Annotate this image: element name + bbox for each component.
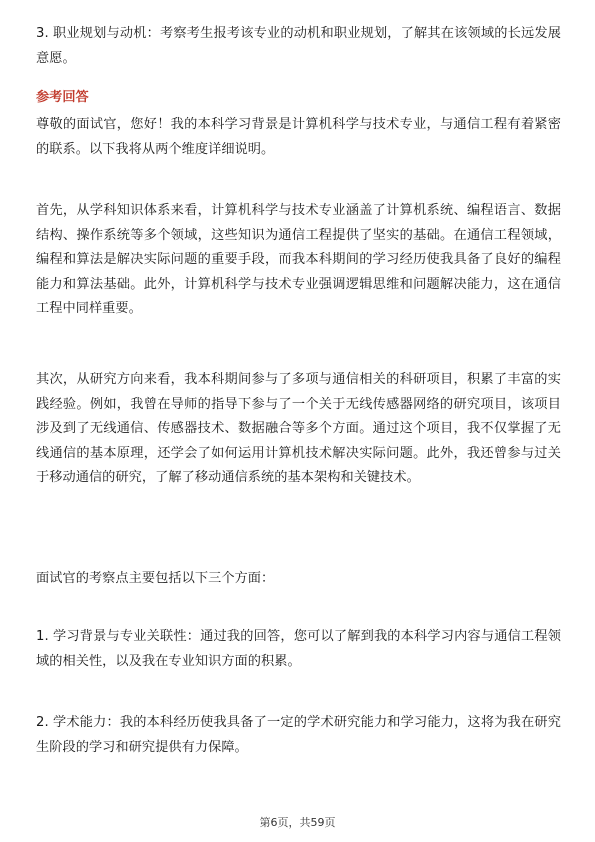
- answer-paragraph-research: 其次，从研究方向来看，我本科期间参与了多项与通信相关的科研项目，积累了丰富的实践经验。例如，我曾在导师的指导下参与了一个关于无线传感器网络的研究项目，该项目涉及到了无线通信、传感器技术、数据融合等多个方面。通过这个项目，我不仅掌握了无线通信的基本原理，还学会了如何运用计算机技术解决实际问题。此外，我还曾参与过关于移动通信的研究，了解了移动通信系统的基本架构和关键技术。: [36, 372, 561, 485]
- page-number: 第6页，共59页: [259, 816, 336, 829]
- examiner-point-academic: 2. 学术能力：我的本科经历使我具备了一定的学术研究能力和学习能力，这将为我在研究生阶段的学习和研究提供有力保障。: [36, 715, 561, 755]
- intro-list-item: 3. 职业规划与动机：考察考生报考该专业的动机和职业规划，了解其在该领域的长远发展意愿。: [36, 26, 561, 66]
- answer-paragraph-greeting: 尊敬的面试官，您好！我的本科学习背景是计算机科学与技术专业，与通信工程有着紧密的联系。以下我将从两个维度详细说明。: [36, 117, 561, 157]
- examiner-points-intro: 面试官的考察点主要包括以下三个方面：: [36, 571, 275, 586]
- examiner-point-background: 1. 学习背景与专业关联性：通过我的回答，您可以了解到我的本科学习内容与通信工程领域的相关性，以及我在专业知识方面的积累。: [36, 629, 561, 669]
- answer-heading: 参考回答: [36, 90, 89, 105]
- answer-paragraph-knowledge: 首先，从学科知识体系来看，计算机科学与技术专业涵盖了计算机系统、编程语言、数据结构、操作系统等多个领域，这些知识为通信工程提供了坚实的基础。在通信工程领域，编程和算法是解决实际问题的重要手段，而我本科期间的学习经历使我具备了良好的编程能力和算法基础。此外，计算机科学与技术专业强调逻辑思维和问题解决能力，这在通信工程中同样重要。: [36, 203, 561, 316]
